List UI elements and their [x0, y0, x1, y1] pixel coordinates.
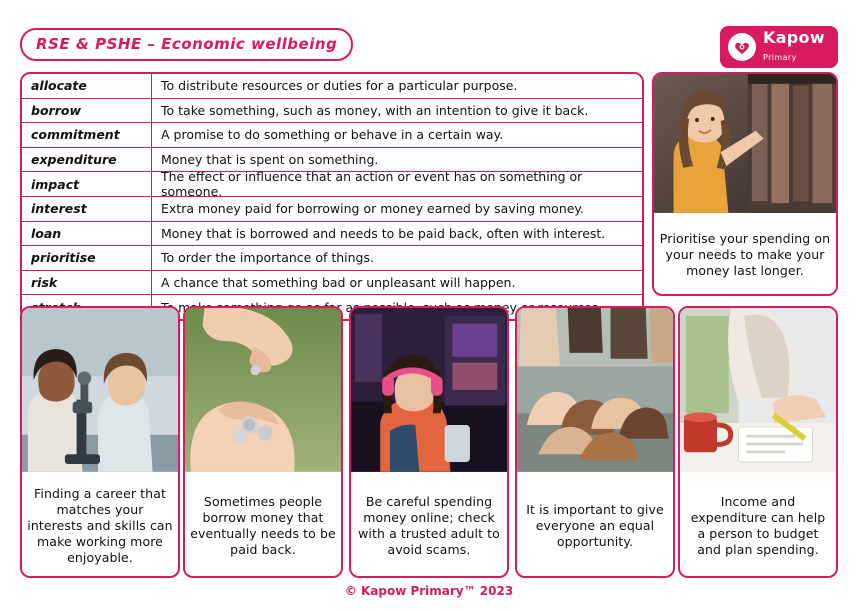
kapow-logo-text — [763, 30, 825, 64]
vocab-definition: Money that is spent on something. — [161, 152, 379, 168]
card-prioritise — [652, 72, 838, 296]
vocab-definition: A promise to do something or behave in a certain way. — [161, 127, 504, 143]
table-row — [22, 99, 642, 124]
page-title: RSE & PSHE – Economic wellbeing — [20, 28, 353, 61]
girl-shopping-clothes-rail-photo — [654, 74, 836, 216]
kapow-logo-sub: Primary — [763, 53, 797, 62]
vocab-term: interest — [22, 197, 152, 221]
kapow-logo-name: Kapow — [763, 28, 825, 48]
vocab-term: loan — [22, 222, 152, 246]
vocab-term: impact — [22, 172, 152, 196]
card-scams — [349, 306, 509, 578]
vocab-definition: Money that is borrowed and needs to be paid back, often with interest. — [161, 225, 606, 241]
card-caption: It is important to give everyone an equal opportunity. — [526, 501, 664, 549]
vocab-definition: To order the importance of things. — [161, 250, 374, 266]
card-caption: Finding a career that matches your interests and skills can make working more enjoyable. — [27, 485, 173, 565]
table-row — [22, 222, 642, 247]
kapow-logo — [720, 26, 838, 68]
girl-gaming-headset-computer-photo — [351, 308, 507, 476]
vocab-term: commitment — [22, 123, 152, 147]
kapow-logo-icon — [728, 33, 756, 61]
vocab-definition: A chance that something bad or unpleasant will happen. — [161, 275, 516, 291]
table-row — [22, 246, 642, 271]
vocab-definition: Extra money paid for borrowing or money earned by saving money. — [161, 201, 585, 217]
vocab-definition: To take something, such as money, with an intention to give it back. — [161, 102, 589, 118]
vocabulary-table — [20, 72, 644, 321]
vocab-term: prioritise — [22, 246, 152, 270]
table-row — [22, 197, 642, 222]
vocab-term: risk — [22, 271, 152, 295]
card-career — [20, 306, 180, 578]
page-header — [20, 28, 838, 72]
table-row — [22, 271, 642, 296]
footer-copyright: © Kapow Primary™ 2023 — [344, 584, 514, 598]
vocab-term: borrow — [22, 99, 152, 123]
card-caption: Income and expenditure can help a person to budget and plan spending. — [690, 493, 826, 557]
table-row — [22, 74, 642, 99]
card-borrow — [183, 306, 343, 578]
vocab-definition: To distribute resources or duties for a particular purpose. — [161, 78, 518, 94]
card-income — [678, 306, 838, 578]
person-writing-notebook-mug-photo — [680, 308, 836, 476]
vocab-term: expenditure — [22, 148, 152, 172]
vocab-term: allocate — [22, 74, 152, 98]
table-row — [22, 123, 642, 148]
table-row — [22, 169, 642, 200]
card-caption: Sometimes people borrow money that eventually needs to be paid back. — [190, 493, 336, 557]
children-using-microscope-photo — [22, 308, 178, 476]
vocab-definition: The effect or influence that an action or event has on something or someone. — [161, 169, 583, 200]
card-equal — [515, 306, 675, 578]
card-caption: Prioritise your spending on your needs to make your money last longer. — [659, 230, 831, 278]
group-hands-together-photo — [517, 308, 673, 476]
hand-passing-coins-photo — [185, 308, 341, 476]
card-caption: Be careful spending money online; check with a trusted adult to avoid scams. — [358, 493, 500, 557]
